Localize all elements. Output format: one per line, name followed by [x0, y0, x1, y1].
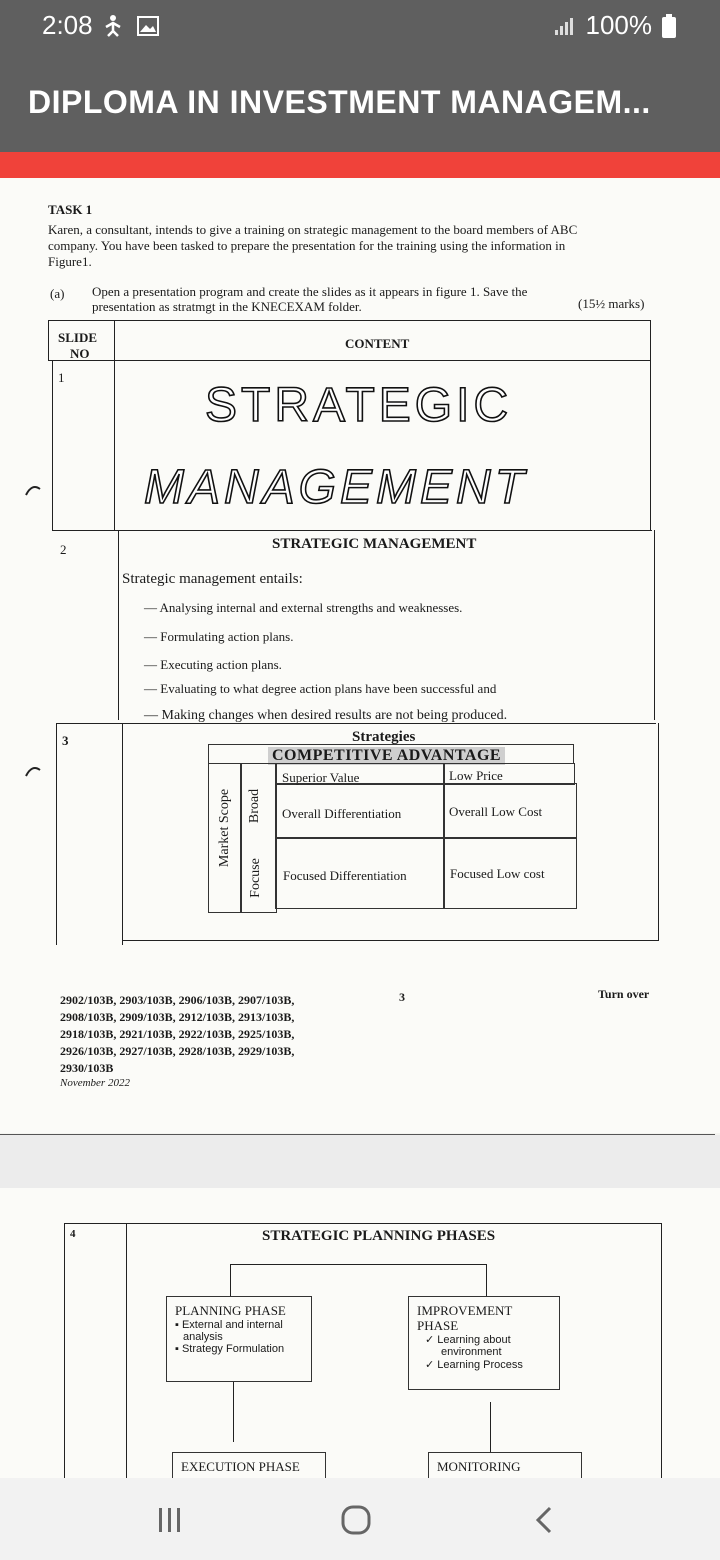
execution-phase-title: EXECUTION PHASE — [181, 1459, 300, 1474]
intro-line-2: company. You have been tasked to prepare the presentation for the training using the information in — [48, 238, 566, 253]
slide2-bullet-2: — Formulating action plans. — [144, 629, 294, 644]
slide2-bullet-1: — Analysing internal and external strengths and weaknesses. — [144, 600, 463, 615]
turn-over: Turn over — [598, 987, 650, 1001]
header-slide: SLIDE — [58, 330, 98, 345]
status-left-icons — [104, 14, 160, 43]
page-sheet-4 — [0, 1188, 720, 1478]
intro-line-3: Figure1. — [48, 254, 92, 269]
monitoring-title: MONITORING — [437, 1459, 521, 1474]
slide1-no: 1 — [58, 370, 65, 385]
page-number: 3 — [399, 990, 405, 1004]
recent-apps-button[interactable] — [140, 1500, 200, 1540]
status-right — [554, 10, 677, 41]
improvement-item-1b: environment — [441, 1346, 502, 1358]
slide4-title: STRATEGIC PLANNING PHASES — [262, 1228, 496, 1244]
monitoring-box — [428, 1452, 582, 1478]
header-no: NO — [70, 346, 90, 361]
intro-line-1: Karen, a consultant, intends to give a training on strategic management to the board members of ABC — [48, 222, 578, 237]
slide3-r1c1: Overall Differentiation — [282, 806, 402, 821]
slide3-banner: COMPETITIVE ADVANTAGE — [268, 747, 505, 765]
slide3-row1-label: Broad — [247, 788, 263, 824]
slide2-no: 2 — [60, 542, 67, 557]
improvement-title-2: PHASE — [417, 1318, 459, 1333]
slide3-row-axis: Market Scope — [217, 788, 233, 868]
planning-phase-box — [166, 1296, 312, 1382]
accessibility-icon — [104, 14, 126, 38]
margin-mark-icon — [22, 762, 42, 782]
battery-percent: 100% — [585, 10, 652, 40]
document-title: DIPLOMA IN INVESTMENT MANAGEM... — [28, 84, 651, 120]
header-content: CONTENT — [345, 336, 410, 351]
footer-date: November 2022 — [60, 1077, 130, 1089]
page-gap — [0, 1135, 720, 1188]
question-line-2: presentation as stratmgt in the KNECEXAM folder. — [92, 299, 362, 314]
back-button[interactable] — [514, 1500, 574, 1540]
document-viewer[interactable] — [0, 178, 720, 1478]
improvement-item-1: ✓ Learning about — [425, 1334, 511, 1346]
slide3-r2c2: Focused Low cost — [450, 866, 545, 881]
slide4-no: 4 — [70, 1228, 76, 1240]
slide2-lead: Strategic management entails: — [122, 571, 303, 587]
back-icon — [532, 1504, 556, 1536]
improvement-title-1: IMPROVEMENT — [417, 1303, 513, 1318]
page-sheet-3 — [0, 178, 720, 1133]
slide2-bullet-3: — Executing action plans. — [144, 657, 282, 672]
app-bar — [0, 56, 720, 152]
footer-codes-2: 2908/103B, 2909/103B, 2912/103B, 2913/103B, — [60, 1010, 295, 1024]
footer-codes-3: 2918/103B, 2921/103B, 2922/103B, 2925/103B, — [60, 1027, 295, 1041]
navigation-bar — [0, 1478, 720, 1560]
planning-item-2: ▪ Strategy Formulation — [175, 1343, 285, 1355]
slide3-col1: Superior Value — [282, 770, 360, 785]
question-line-1: Open a presentation program and create the slides as it appears in figure 1. Save the — [92, 284, 528, 299]
footer-codes-1: 2902/103B, 2903/103B, 2906/103B, 2907/103B, — [60, 993, 295, 1007]
slide1-title-line1: STRATEGIC — [205, 379, 513, 432]
home-icon — [340, 1504, 372, 1536]
slide3-row2-label: Focuse — [247, 858, 263, 898]
recent-apps-icon — [155, 1506, 185, 1534]
signal-icon — [554, 16, 576, 36]
planning-item-1: ▪ External and internal — [175, 1319, 283, 1331]
status-time: 2:08 — [42, 10, 93, 40]
footer-codes-5: 2930/103B — [60, 1061, 114, 1075]
home-button[interactable] — [326, 1500, 386, 1540]
slide2-bullet-5: — Making changes when desired results are not being produced. — [144, 708, 508, 723]
slide2-bullet-4: — Evaluating to what degree action plans have been successful and — [144, 681, 497, 696]
planning-phase-title: PLANNING PHASE — [175, 1303, 286, 1318]
slide3-r2c1: Focused Differentiation — [283, 868, 407, 883]
status-bar — [0, 0, 720, 56]
planning-item-1b: analysis — [183, 1331, 223, 1343]
margin-mark-icon — [22, 481, 42, 501]
battery-icon — [662, 14, 676, 38]
execution-phase-box — [172, 1452, 326, 1478]
improvement-item-2: ✓ Learning Process — [425, 1359, 523, 1371]
slide2-title: STRATEGIC MANAGEMENT — [272, 536, 477, 552]
image-icon — [136, 14, 160, 38]
accent-strip — [0, 152, 720, 178]
slide3-col2: Low Price — [449, 768, 503, 783]
footer-codes-4: 2926/103B, 2927/103B, 2928/103B, 2929/103B, — [60, 1044, 295, 1058]
task-heading: TASK 1 — [48, 202, 93, 217]
marks: (15½ marks) — [578, 296, 645, 311]
slide3-r1c2: Overall Low Cost — [449, 804, 543, 819]
question-label: (a) — [50, 286, 65, 301]
slide3-no: 3 — [62, 733, 69, 748]
slide1-title-line2: MANAGEMENT — [144, 461, 529, 514]
slide3-title: Strategies — [352, 729, 416, 745]
improvement-phase-box — [408, 1296, 560, 1390]
